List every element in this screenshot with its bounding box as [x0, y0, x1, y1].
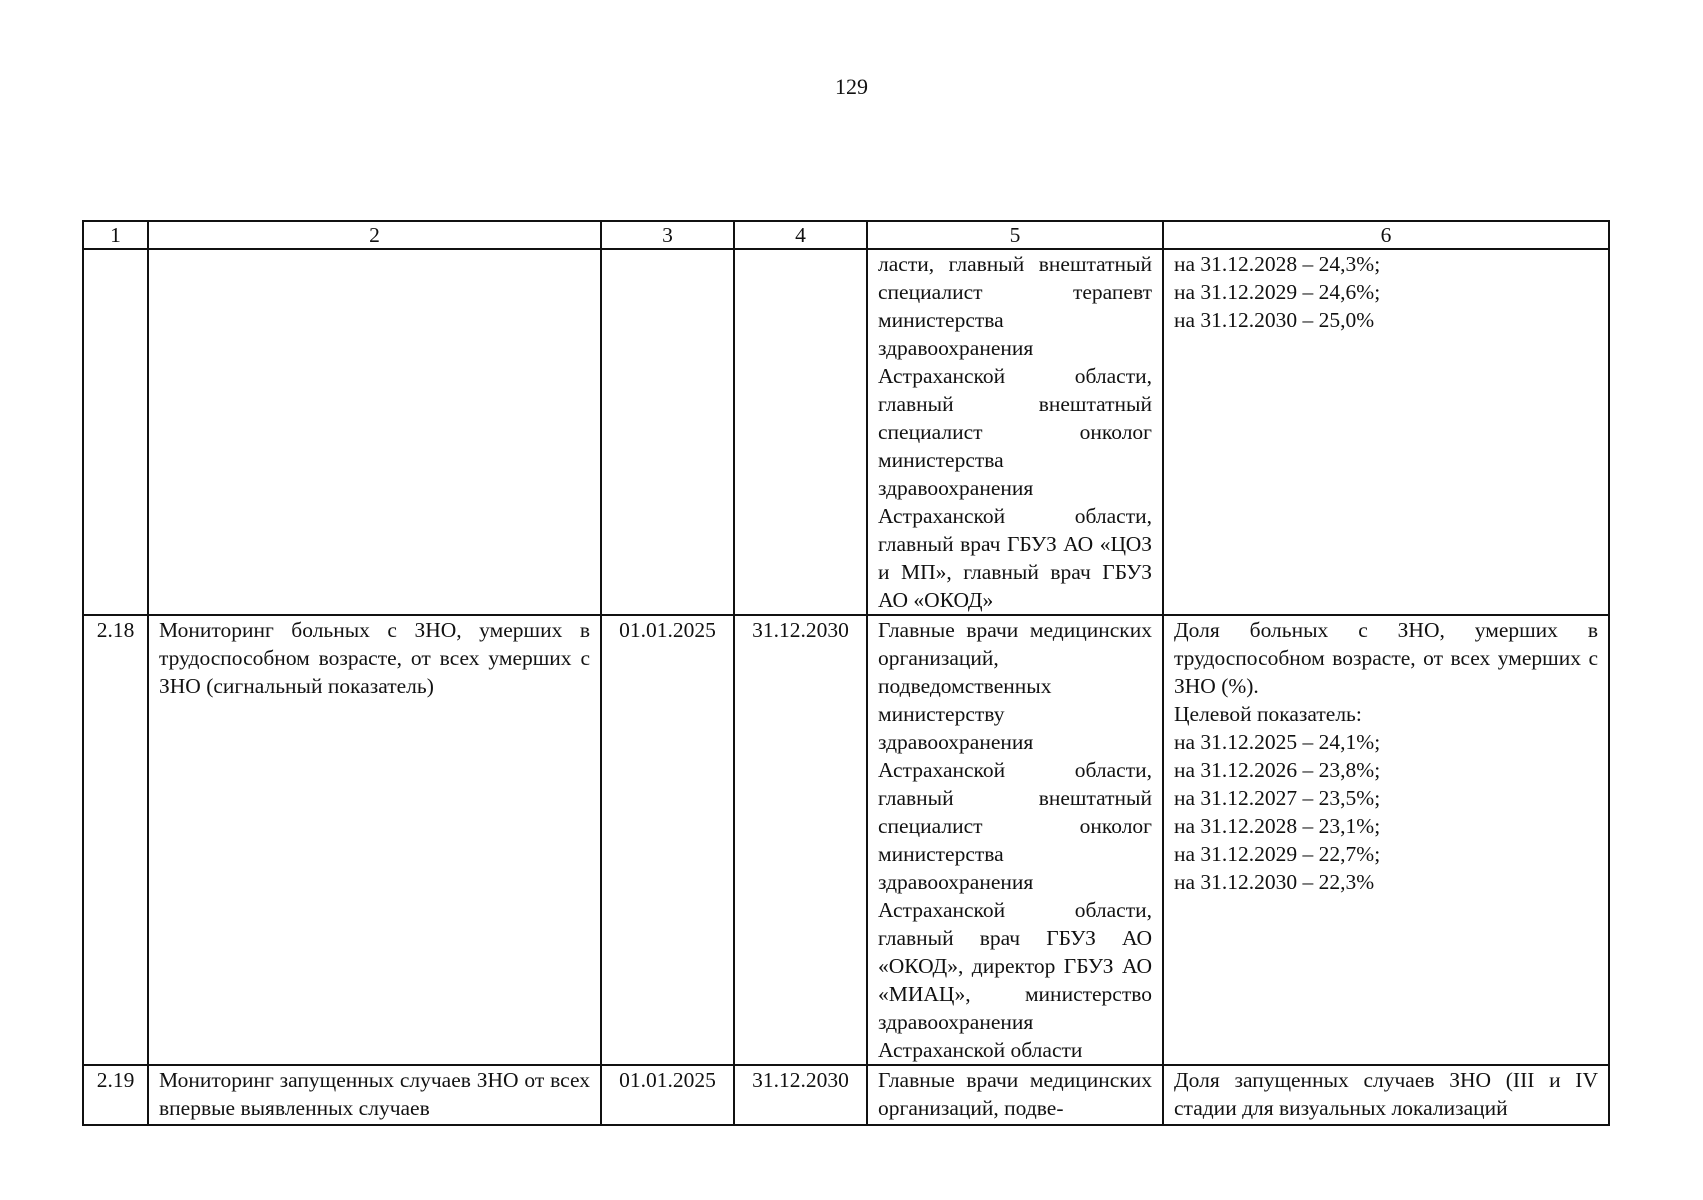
target-indicator: Доля запущенных случаев ЗНО (III и IV стадии для визуальных локализаций — [1163, 1065, 1609, 1125]
column-number-6: 6 — [1163, 221, 1609, 249]
table-row — [83, 615, 1609, 1065]
indicator-line: на 31.12.2029 – 22,7%; — [1174, 842, 1381, 866]
indicator-line: на 31.12.2030 – 25,0% — [1174, 308, 1375, 332]
measures-table — [82, 220, 1610, 1126]
start-date — [601, 249, 734, 615]
indicator-line: на 31.12.2025 – 24,1%; — [1174, 730, 1381, 754]
start-date: 01.01.2025 — [601, 615, 734, 1065]
row-number: 2.19 — [83, 1065, 148, 1125]
column-number-2: 2 — [148, 221, 601, 249]
measure-name: Мониторинг больных с ЗНО, умерших в трудоспособном возрасте, от всех умерших с ЗНО (сигнальный показатель) — [148, 615, 601, 1065]
indicator-line: на 31.12.2030 – 22,3% — [1174, 870, 1375, 894]
responsible-parties: Главные врачи медицинских организаций, подве- — [867, 1065, 1163, 1125]
row-number: 2.18 — [83, 615, 148, 1065]
table-row — [83, 249, 1609, 615]
target-indicator — [1163, 249, 1609, 615]
indicator-line: на 31.12.2028 – 23,1%; — [1174, 814, 1381, 838]
end-date: 31.12.2030 — [734, 1065, 867, 1125]
start-date: 01.01.2025 — [601, 1065, 734, 1125]
measure-name: Мониторинг запущенных случаев ЗНО от всех впервые выявленных случаев — [148, 1065, 601, 1125]
indicator-description: Доля больных с ЗНО, умерших в трудоспособном возрасте, от всех умерших с ЗНО (%). — [1174, 618, 1598, 698]
table-row — [83, 1065, 1609, 1125]
column-number-3: 3 — [601, 221, 734, 249]
indicator-line: на 31.12.2027 – 23,5%; — [1174, 786, 1381, 810]
indicator-line: на 31.12.2028 – 24,3%; — [1174, 252, 1381, 276]
indicator-line: на 31.12.2026 – 23,8%; — [1174, 758, 1381, 782]
end-date: 31.12.2030 — [734, 615, 867, 1065]
responsible-parties: Главные врачи медицинских организаций, подведомственных министерству здравоохранения Астраханской области, главный внештатный специалист онколог министерства здравоохранения Астраханской области, главный врач ГБУЗ АО «ОКОД», директор ГБУЗ АО «МИАЦ», министерство здравоохранения Астраханской области — [867, 615, 1163, 1065]
end-date — [734, 249, 867, 615]
column-number-4: 4 — [734, 221, 867, 249]
target-indicator — [1163, 615, 1609, 1065]
measure-name — [148, 249, 601, 615]
responsible-parties: ласти, главный внештатный специалист терапевт министерства здравоохранения Астраханской области, главный внештатный специалист онколог министерства здравоохранения Астраханской области, главный врач ГБУЗ АО «ЦОЗ и МП», главный врач ГБУЗ АО «ОКОД» — [867, 249, 1163, 615]
page-number: 129 — [835, 74, 868, 99]
indicator-line: Целевой показатель: — [1174, 702, 1362, 726]
indicator-line: на 31.12.2029 – 24,6%; — [1174, 280, 1381, 304]
column-number-5: 5 — [867, 221, 1163, 249]
column-number-1: 1 — [83, 221, 148, 249]
row-number — [83, 249, 148, 615]
column-number-row — [83, 221, 1609, 249]
